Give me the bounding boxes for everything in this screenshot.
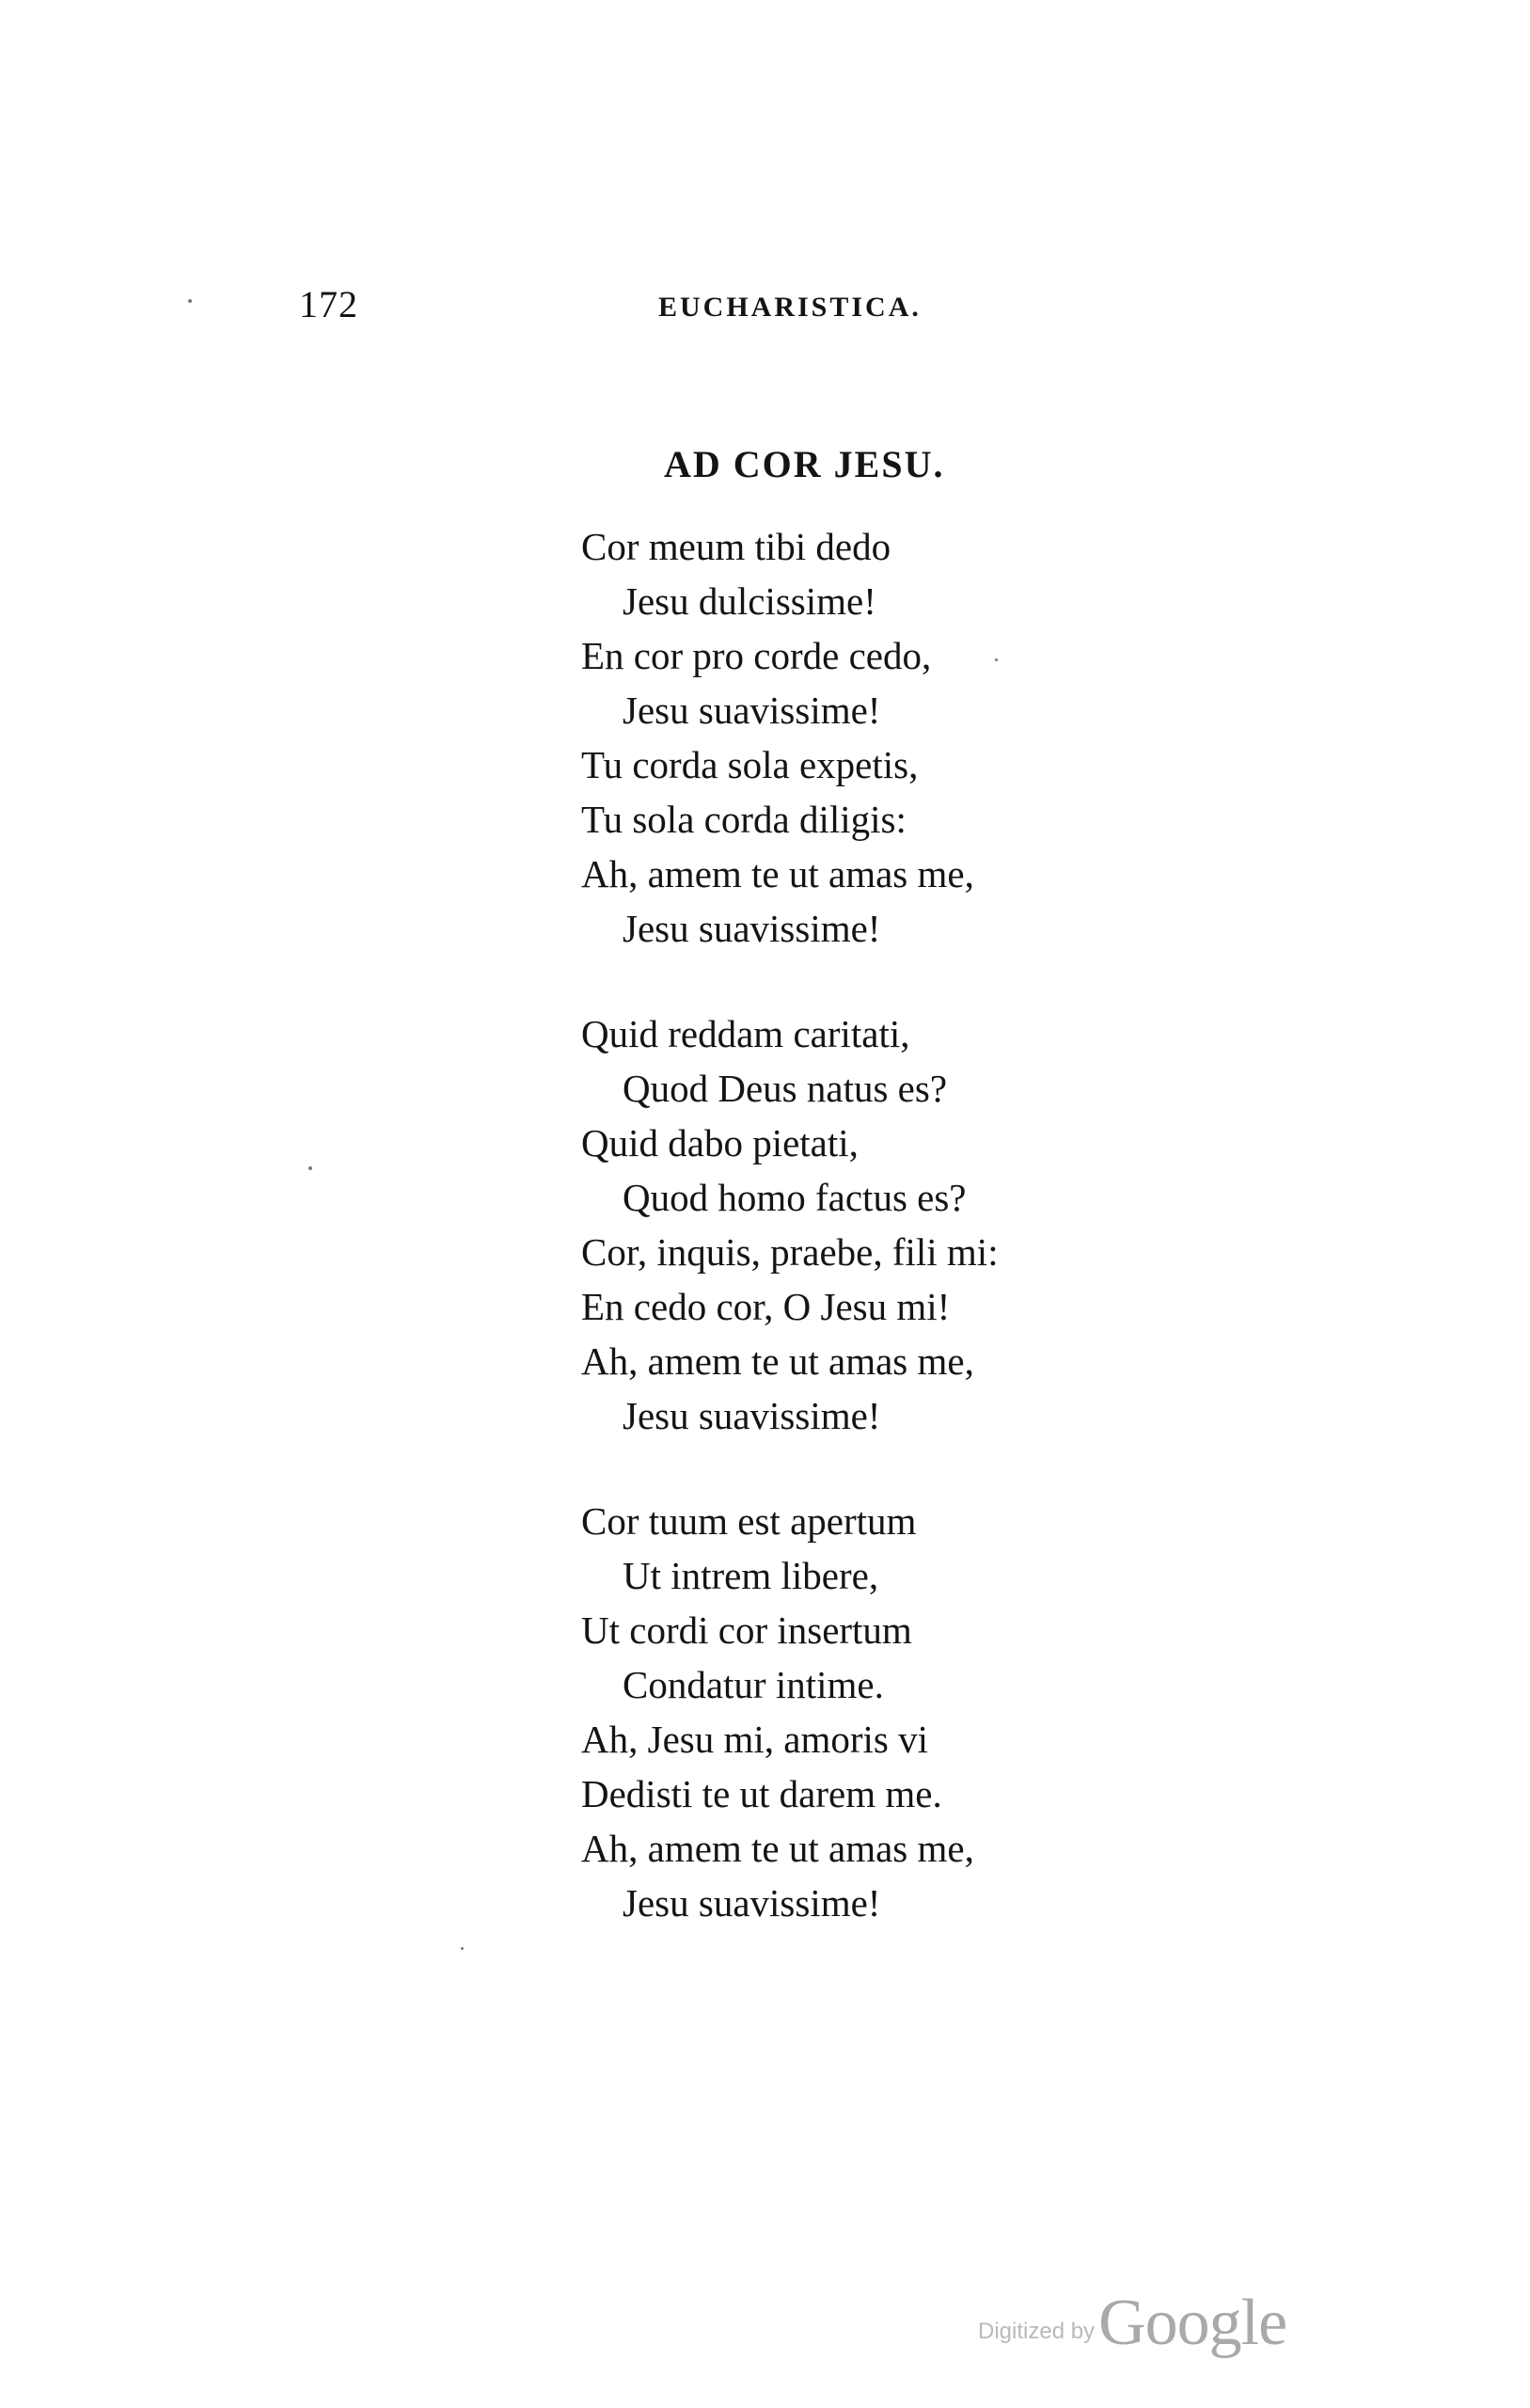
poem-line: Tu corda sola expetis, [581, 743, 919, 786]
poem-line: En cedo cor, O Jesu mi! [581, 1285, 951, 1328]
poem-line: Tu sola corda diligis: [581, 798, 907, 841]
poem-line: Ut intrem libere, [623, 1554, 879, 1597]
stanza-2 [581, 1006, 1427, 1443]
poem-line: Quid reddam caritati, [581, 1012, 910, 1055]
poem-line: Jesu suavissime! [623, 1881, 881, 1925]
poem-line: Jesu dulcissime! [623, 579, 876, 623]
poem-title: AD COR JESU. [664, 443, 945, 485]
digitized-by-watermark [978, 2286, 1286, 2361]
poem-line: Ah, amem te ut amas me, [581, 1339, 974, 1383]
watermark-prefix: Digitized by [978, 2319, 1096, 2344]
poem-line: Jesu suavissime! [623, 689, 881, 732]
poem-line: Ah, amem te ut amas me, [581, 1827, 974, 1870]
scan-speck [308, 1166, 312, 1170]
poem-line: Dedisti te ut darem me. [581, 1772, 942, 1815]
stanza-1 [581, 519, 1427, 956]
poem-line: Quod Deus natus es? [623, 1067, 948, 1110]
poem-line: Cor tuum est apertum [581, 1499, 917, 1543]
stanza-3 [581, 1494, 1427, 1930]
poem-line: Ut cordi cor insertum [581, 1608, 912, 1652]
poem-line: Quid dabo pietati, [581, 1121, 859, 1164]
poem-line: Ah, amem te ut amas me, [581, 852, 974, 895]
page-number: 172 [299, 283, 358, 325]
poem-line: Cor, inquis, praebe, fili mi: [581, 1230, 999, 1274]
google-logo: Google [1098, 2287, 1287, 2359]
poem-line: Condatur intime. [623, 1663, 884, 1706]
poem-line: En cor pro corde cedo, [581, 634, 932, 677]
poem-line: Quod homo factus es? [623, 1176, 967, 1219]
poem-body [581, 519, 1427, 1981]
poem-line: Ah, Jesu mi, amoris vi [581, 1718, 928, 1761]
running-head: EUCHARISTICA. [658, 292, 922, 323]
poem-line: Jesu suavissime! [623, 907, 881, 950]
page-header [0, 282, 1530, 339]
poem-line: Cor meum tibi dedo [581, 525, 891, 568]
scan-speck [461, 1947, 464, 1950]
poem-line: Jesu suavissime! [623, 1394, 881, 1437]
